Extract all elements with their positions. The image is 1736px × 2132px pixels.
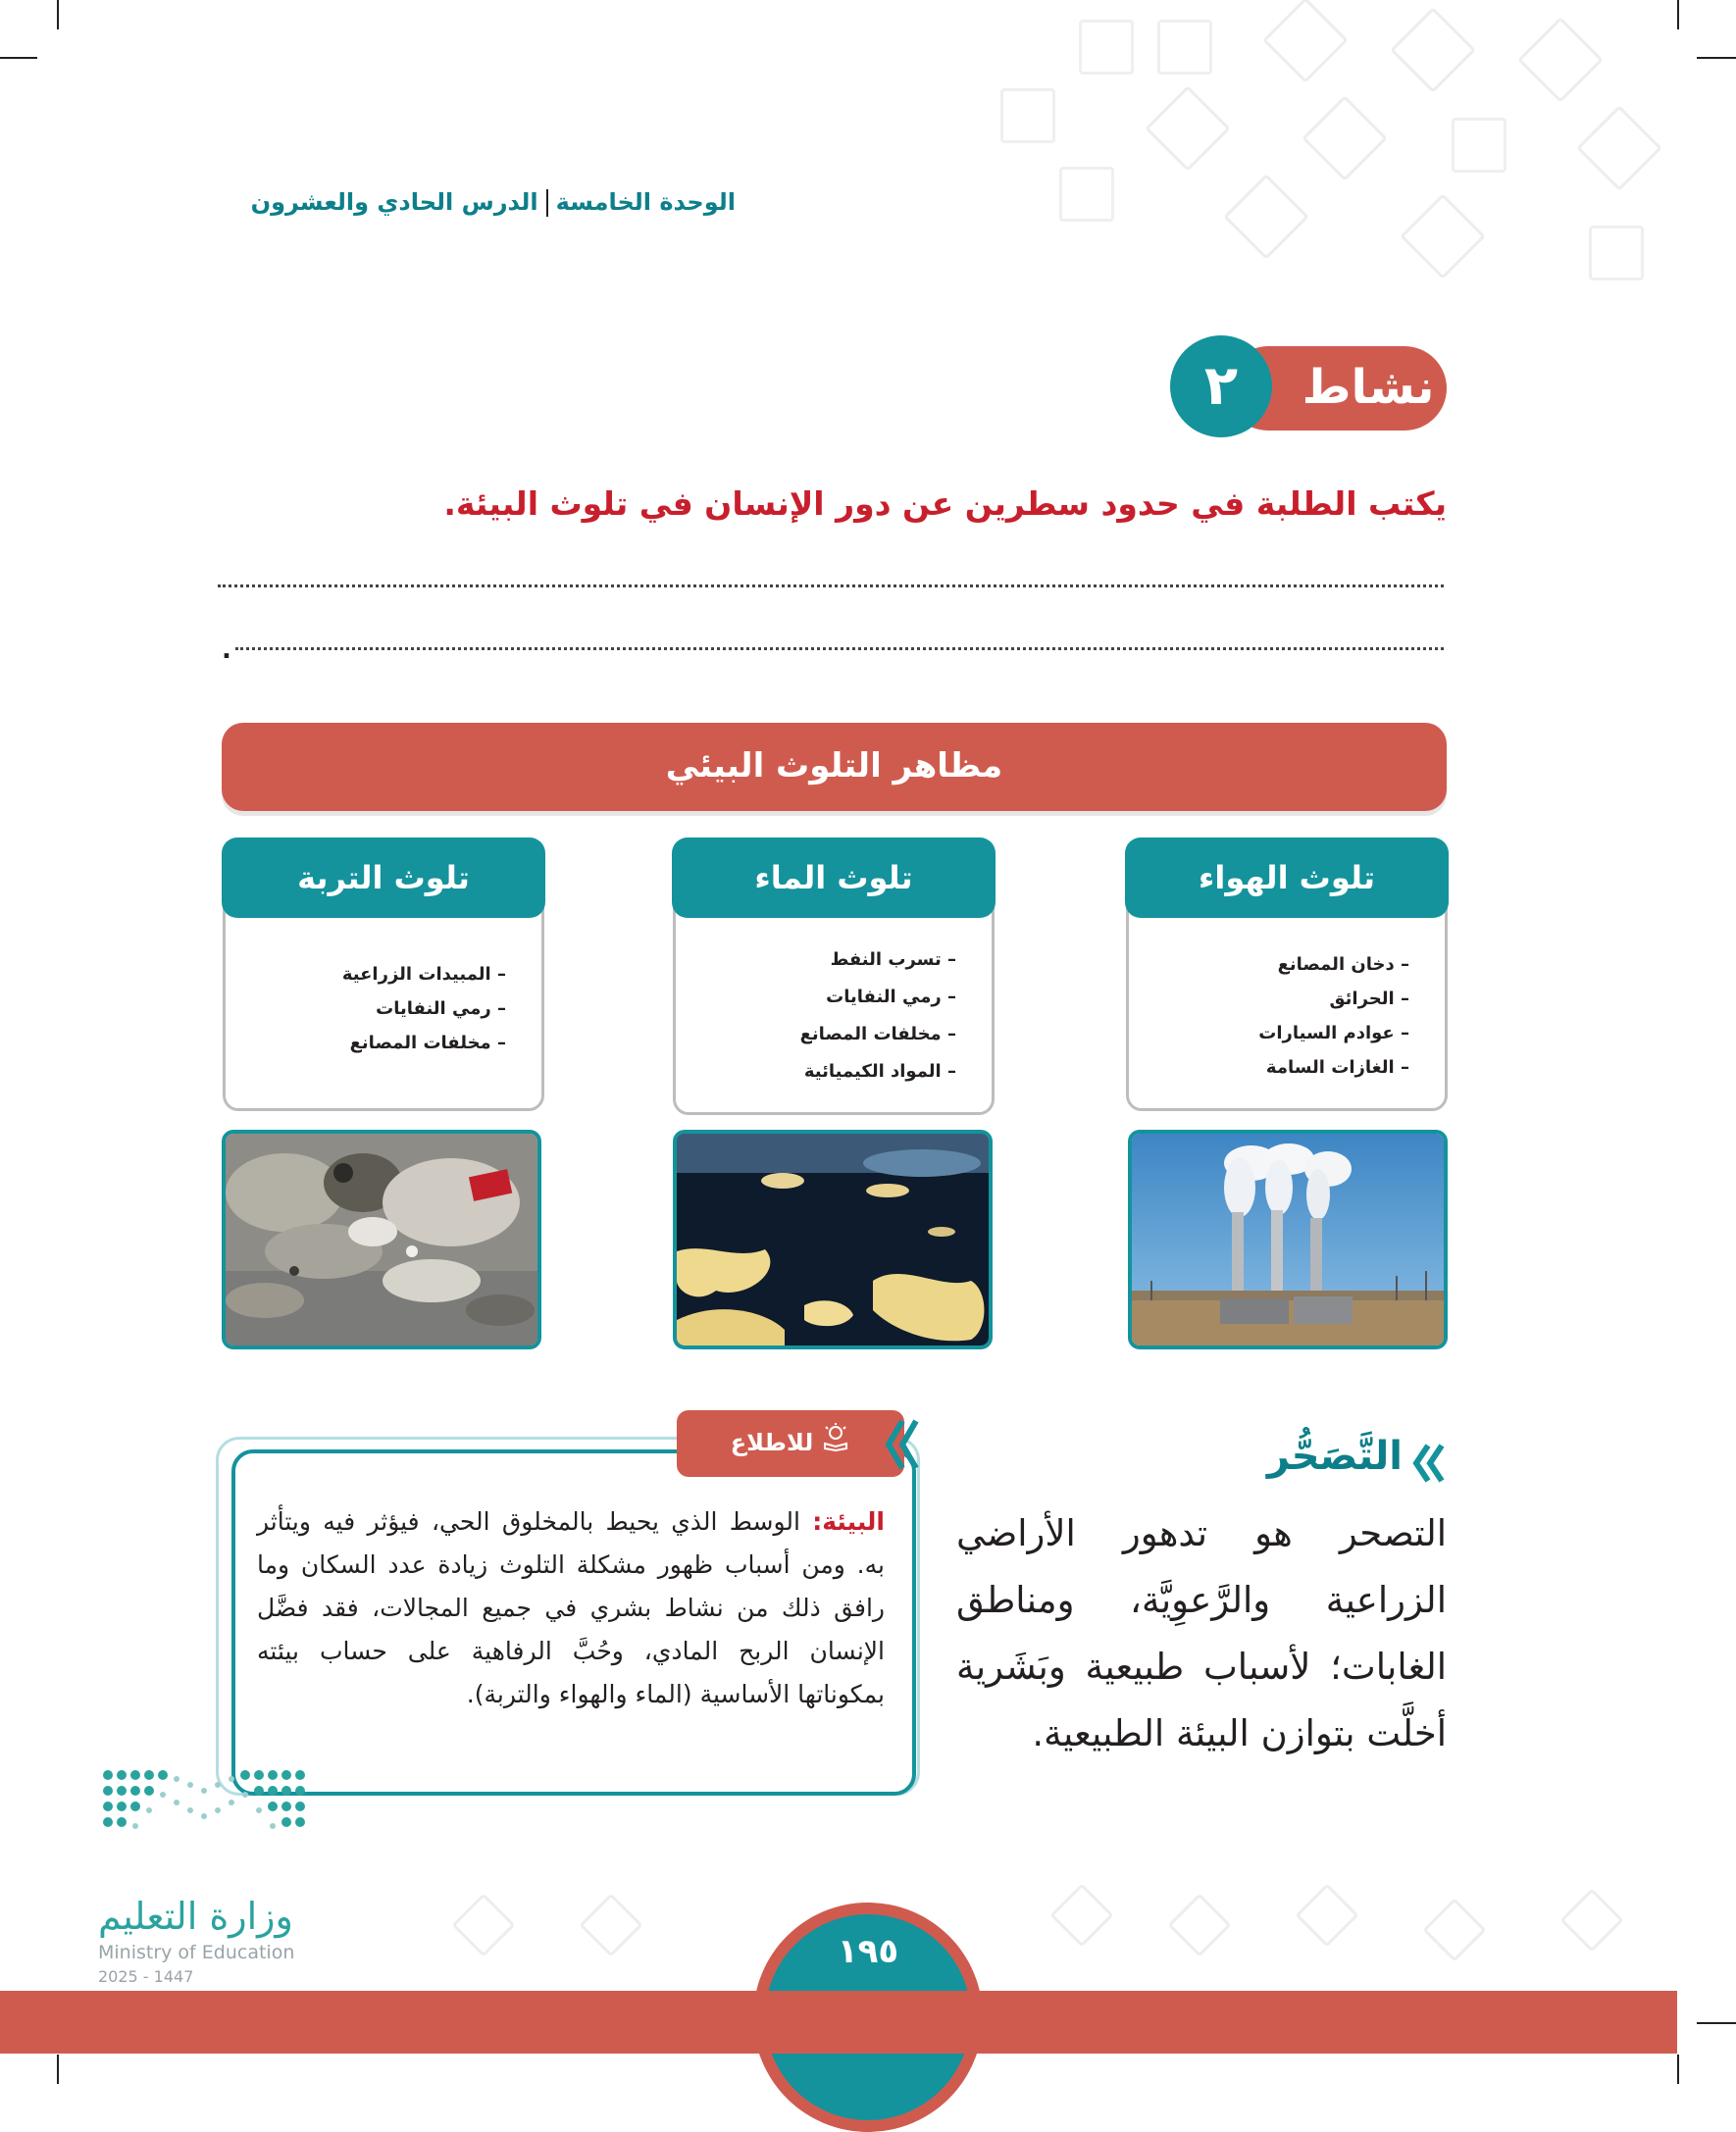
crop-mark bbox=[0, 57, 37, 59]
list-item: – رمي النفايات bbox=[342, 991, 506, 1026]
pollution-title: مظاهر التلوث البيئي bbox=[665, 746, 1003, 786]
list-item: – المواد الكيميائية bbox=[800, 1053, 956, 1091]
info-text bbox=[257, 1500, 885, 1716]
header-divider bbox=[546, 189, 548, 217]
info-keyword: البيئة: bbox=[812, 1507, 885, 1536]
list-item: – الغازات السامة bbox=[1258, 1050, 1409, 1085]
category-items bbox=[1258, 947, 1409, 1085]
lightbulb-book-icon bbox=[821, 1411, 850, 1476]
category-card-water bbox=[673, 838, 995, 1115]
crop-mark bbox=[57, 0, 59, 29]
page-number: ١٩٥ bbox=[837, 1932, 899, 1971]
activity-number: ٢ bbox=[1170, 335, 1272, 437]
category-card-soil bbox=[223, 838, 544, 1111]
crop-mark bbox=[1697, 57, 1736, 59]
running-header bbox=[196, 188, 736, 217]
activity-label: نشاط bbox=[1302, 360, 1435, 415]
category-title: تلوث التربة bbox=[222, 838, 545, 918]
info-definition: الوسط الذي يحيط بالمخلوق الحي، فيؤثر فيه ويتأثر به. ومن أسباب ظهور مشكلة التلوث زيادة عدد السكان وما رافق ذلك من نشاط بشري في جميع المجالات، فقد فضَّل الإنسان الربح المادي، وحُبَّ الرفاهية على حساب بيئته بمكوناتها الأساسية (الماء والهواء والتربة). bbox=[257, 1507, 885, 1708]
edition-year: 2025 - 1447 bbox=[98, 1967, 194, 1986]
answer-line[interactable] bbox=[218, 584, 1444, 587]
lesson-label: الدرس الحادي والعشرون bbox=[250, 188, 538, 216]
garbage-dump-photo bbox=[222, 1130, 541, 1349]
factory-smokestacks-photo bbox=[1128, 1130, 1448, 1349]
oil-spill-photo bbox=[673, 1130, 993, 1349]
footer-bar bbox=[0, 1991, 1677, 2054]
info-tab-chevron-icon bbox=[883, 1417, 922, 1476]
pollution-banner bbox=[222, 723, 1447, 811]
category-title: تلوث الماء bbox=[672, 838, 996, 918]
list-item: – دخان المصانع bbox=[1258, 947, 1409, 982]
info-tab-label: للاطلاع bbox=[730, 1429, 814, 1456]
category-title: تلوث الهواء bbox=[1125, 838, 1449, 918]
list-item: – عوادم السيارات bbox=[1258, 1016, 1409, 1050]
list-item: – الحرائق bbox=[1258, 982, 1409, 1016]
answer-line-period: . bbox=[222, 635, 231, 665]
category-items bbox=[800, 941, 956, 1091]
list-item: – رمي النفايات bbox=[800, 979, 956, 1016]
ministry-logo-icon bbox=[98, 1765, 314, 1877]
list-item: – مخلفات المصانع bbox=[800, 1016, 956, 1053]
crop-mark bbox=[1677, 2055, 1679, 2084]
answer-line[interactable] bbox=[235, 647, 1444, 650]
list-item: – تسرب النفط bbox=[800, 941, 956, 979]
desertification-body: التصحر هو تدهور الأراضي الزراعية والرَّعوِيَّة، ومناطق الغابات؛ لأسباب طبيعية وبَشَرية أخلَّت بتوازن البيئة الطبيعية. bbox=[956, 1512, 1447, 1754]
list-item: – مخلفات المصانع bbox=[342, 1026, 506, 1060]
list-item: – المبيدات الزراعية bbox=[342, 957, 506, 991]
category-card-air bbox=[1126, 838, 1448, 1111]
desertification-heading: التَّصَحُّر bbox=[1266, 1434, 1403, 1479]
crop-mark bbox=[1677, 0, 1679, 29]
crop-mark bbox=[1697, 2022, 1736, 2024]
crop-mark bbox=[57, 2055, 59, 2084]
unit-label: الوحدة الخامسة bbox=[555, 188, 736, 216]
category-items bbox=[342, 957, 506, 1060]
info-tab bbox=[677, 1410, 904, 1477]
ministry-name-en: Ministry of Education bbox=[98, 1942, 295, 1963]
section-chevron-icon bbox=[1412, 1442, 1448, 1489]
ministry-name-ar: وزارة التعليم bbox=[98, 1895, 293, 1938]
activity-instruction: يكتب الطلبة في حدود سطرين عن دور الإنسان في تلوث البيئة. bbox=[443, 484, 1447, 523]
